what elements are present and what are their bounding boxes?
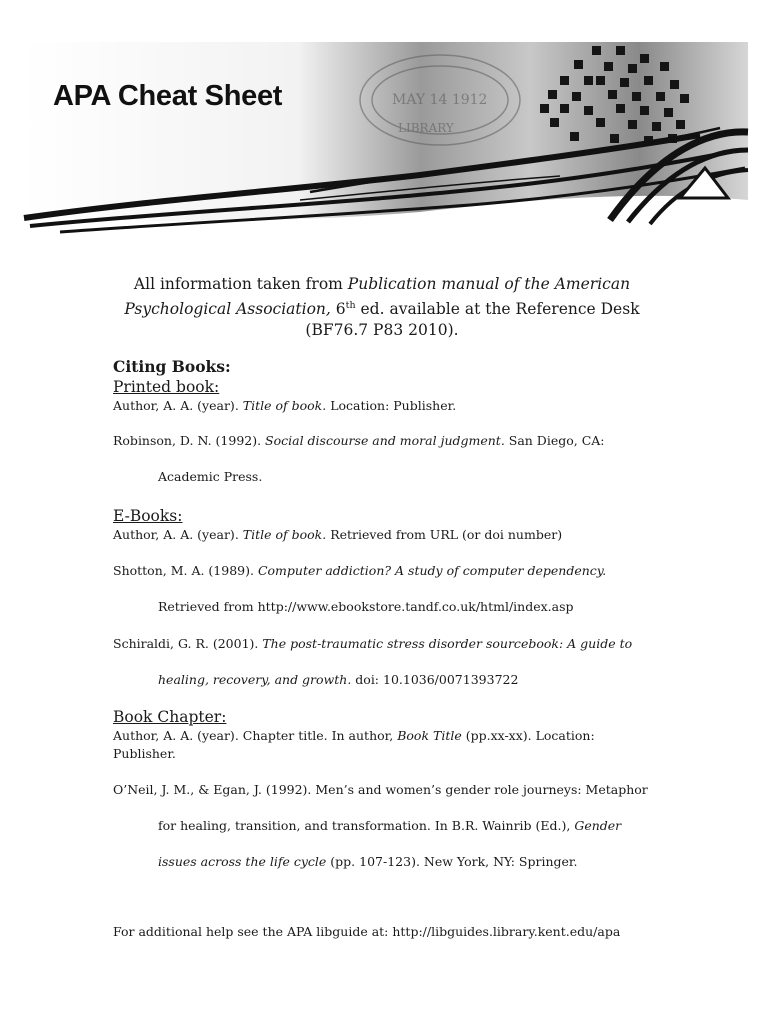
main-content bbox=[113, 357, 673, 941]
section-heading: Citing Books: bbox=[113, 357, 231, 376]
format-text: Author, A. A. (year). bbox=[113, 527, 243, 542]
intro-book-title: Publication manual of the American Psychological Association, bbox=[124, 275, 631, 319]
entry-line bbox=[113, 432, 673, 450]
entry-text: San Diego, CA: bbox=[504, 433, 605, 448]
book-chapter-example bbox=[113, 781, 673, 871]
entry-line bbox=[113, 853, 673, 871]
entry-line bbox=[113, 635, 673, 653]
book-chapter-heading: Book Chapter: bbox=[113, 708, 227, 726]
entry-line bbox=[113, 671, 673, 689]
entry-author: Shotton, M. A. (1989). bbox=[113, 563, 258, 578]
intro-paragraph bbox=[100, 274, 664, 341]
ebooks-heading: E-Books: bbox=[113, 507, 183, 525]
format-text: Retrieved from URL (or doi number) bbox=[326, 527, 563, 542]
entry-title: Gender bbox=[574, 818, 622, 833]
entry-title: Social discourse and moral judgment. bbox=[265, 433, 505, 448]
entry-doi: doi: 10.1036/0071393722 bbox=[351, 672, 519, 687]
entry-title: issues across the life cycle bbox=[158, 854, 327, 869]
svg-text:LIBRARY: LIBRARY bbox=[398, 121, 454, 135]
format-text: Location: Publisher. bbox=[326, 398, 457, 413]
intro-text: All information taken from bbox=[133, 275, 348, 293]
format-text: Author, A. A. (year). bbox=[113, 398, 243, 413]
entry-url: Retrieved from http://www.ebookstore.tandf.co.uk/html/index.asp bbox=[158, 599, 574, 614]
book-chapter-format bbox=[113, 727, 673, 763]
entry-line bbox=[113, 562, 673, 580]
svg-text:MAY 14 1912: MAY 14 1912 bbox=[392, 92, 488, 108]
intro-availability: ed. available at the Reference Desk (BF76.7 P83 2010). bbox=[305, 300, 640, 340]
ebook-example-1 bbox=[113, 562, 673, 616]
printed-book-example bbox=[113, 432, 673, 486]
entry-author: Robinson, D. N. (1992). bbox=[113, 433, 266, 448]
entry-text: for healing, transition, and transformation. In B.R. Wainrib (Ed.), bbox=[158, 818, 575, 833]
intro-edition-suffix: th bbox=[345, 300, 356, 311]
format-title: Title of book. bbox=[242, 398, 327, 413]
entry-author: Schiraldi, G. R. (2001). bbox=[113, 636, 263, 651]
format-text: Publisher. bbox=[113, 746, 176, 761]
format-text: (pp.xx-xx). Location: bbox=[461, 728, 595, 743]
entry-line: O’Neil, J. M., & Egan, J. (1992). Men’s and women’s gender role journeys: Metaphor bbox=[113, 782, 648, 797]
entry-text: (pp. 107-123). New York, NY: Springer. bbox=[326, 854, 578, 869]
banner-background bbox=[22, 42, 748, 221]
ebooks-format bbox=[113, 526, 673, 544]
entry-title: The post-traumatic stress disorder sourcebook: A guide to bbox=[262, 636, 633, 651]
format-title: Title of book. bbox=[242, 527, 327, 542]
intro-edition: 6 bbox=[330, 300, 346, 319]
entry-line bbox=[113, 817, 673, 835]
banner-artwork bbox=[0, 0, 768, 250]
printed-book-format bbox=[113, 397, 673, 415]
format-text: Author, A. A. (year). Chapter title. In author, bbox=[113, 728, 398, 743]
entry-title: Computer addiction? A study of computer dependency. bbox=[257, 563, 607, 578]
page-title: APA Cheat Sheet bbox=[53, 80, 283, 112]
format-title: Book Title bbox=[397, 728, 462, 743]
entry-title: healing, recovery, and growth. bbox=[158, 672, 352, 687]
footer-help: For additional help see the APA libguide at: http://libguides.library.kent.edu/apa bbox=[113, 924, 621, 939]
entry-line: Academic Press. bbox=[158, 469, 263, 484]
header-banner bbox=[0, 0, 768, 250]
ebook-example-2 bbox=[113, 635, 673, 689]
printed-book-heading: Printed book: bbox=[113, 378, 220, 396]
